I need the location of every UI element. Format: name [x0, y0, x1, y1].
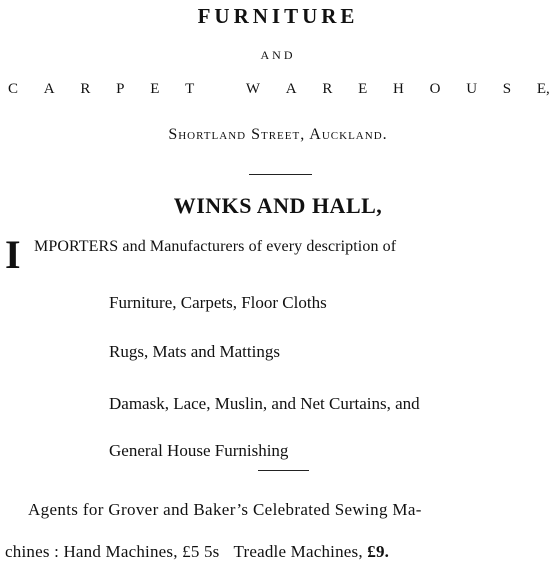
hand-machine-price: chines : Hand Machines, £5 5s — [5, 542, 220, 561]
ad-and: AND — [260, 48, 296, 62]
address-line: Shortland Street, Auckland. — [168, 126, 388, 143]
warehouse-letter: E — [358, 81, 368, 97]
warehouse-letter: P — [116, 81, 125, 97]
divider-rule — [249, 174, 312, 175]
warehouse-letter: C — [8, 81, 19, 97]
warehouse-letter: R — [322, 81, 333, 97]
treadle-machine-label: Treadle Machines, — [233, 542, 363, 561]
machine-prices — [5, 542, 556, 562]
goods-list-item: General House Furnishing — [109, 441, 289, 460]
warehouse-letter: R — [80, 81, 91, 97]
warehouse-letter: U — [466, 81, 478, 97]
intro-text: MPORTERS and Manufacturers of every description of — [34, 238, 397, 255]
goods-list-item: Damask, Lace, Muslin, and Net Curtains, and — [109, 394, 420, 413]
warehouse-letter: A — [285, 81, 297, 97]
firm-name: WINKS AND HALL, — [173, 193, 383, 218]
carpet-warehouse-heading — [8, 81, 550, 98]
ad-title: FURNITURE — [197, 4, 359, 28]
warehouse-letter: E, — [536, 81, 550, 97]
agents-notice: Agents for Grover and Baker’s Celebrated Sewing Ma- — [28, 500, 422, 519]
drop-cap: I — [5, 232, 21, 277]
warehouse-letter: S — [502, 81, 512, 97]
treadle-machine-price: £9. — [367, 542, 390, 561]
divider-rule — [258, 470, 309, 471]
warehouse-letter: H — [393, 81, 404, 97]
warehouse-letter: E — [150, 81, 160, 97]
warehouse-letter: W — [245, 81, 260, 97]
warehouse-letter: O — [429, 81, 441, 97]
goods-list-item: Rugs, Mats and Mattings — [109, 342, 280, 361]
warehouse-letter: A — [43, 81, 55, 97]
goods-list-item: Furniture, Carpets, Floor Cloths — [109, 293, 327, 312]
warehouse-letter: T — [185, 81, 195, 97]
